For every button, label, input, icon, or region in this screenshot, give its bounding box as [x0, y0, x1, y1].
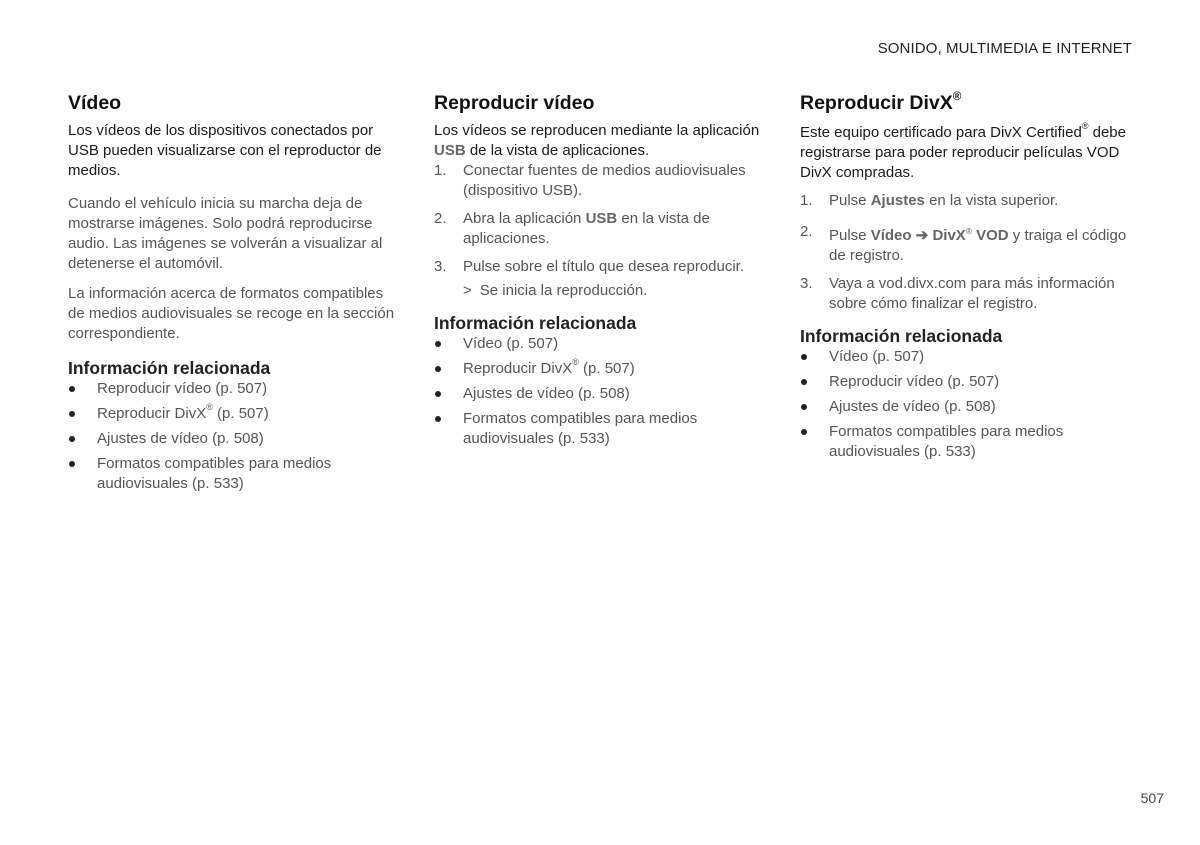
section-title-reproducir-video: Reproducir vídeo	[434, 92, 595, 114]
step-3: 3. Pulse sobre el título que desea reproducir.	[434, 258, 745, 275]
bullet-icon	[69, 411, 75, 417]
bullet-icon	[801, 404, 807, 410]
bullet-icon	[801, 354, 807, 360]
related-list	[68, 379, 403, 494]
bullet-icon	[801, 429, 807, 435]
related-link-formatos[interactable]: Formatos compatibles para medios audiovisuales (p. 533)	[434, 409, 769, 449]
registered-mark: ®	[572, 357, 579, 367]
bullet-icon	[69, 386, 75, 392]
registered-mark: ®	[965, 227, 972, 236]
column-reproducir-divx	[800, 89, 1135, 467]
related-link-reproducir-video[interactable]: Reproducir vídeo (p. 507)	[800, 372, 1135, 392]
related-link-reproducir-divx[interactable]: Reproducir DivX® (p. 507)	[68, 404, 403, 424]
step-2: 2. Abra la aplicación USB en la vista de aplicaciones.	[434, 210, 710, 247]
section-title-reproducir-divx: Reproducir DivX®	[800, 89, 962, 114]
related-link-reproducir-video[interactable]: Reproducir vídeo (p. 507)	[68, 379, 403, 399]
step-2: 2. Pulse Vídeo ➔ DivX® VOD y traiga el código de registro.	[800, 223, 1127, 264]
intro-text: Los vídeos de los dispositivos conectados por USB pueden visualizarse con el reproductor de medios.	[68, 122, 382, 179]
related-link-reproducir-divx[interactable]: Reproducir DivX® (p. 507)	[434, 359, 769, 379]
step-1: 1. Conectar fuentes de medios audiovisuales (dispositivo USB).	[434, 162, 746, 199]
bullet-icon	[435, 366, 441, 372]
related-link-ajustes-video[interactable]: Ajustes de vídeo (p. 508)	[434, 384, 769, 404]
section-title-video: Vídeo	[68, 92, 122, 114]
paragraph-driving: Cuando el vehículo inicia su marcha deja de mostrarse imágenes. Solo podrá reproducirse audio. Las imágenes se volverán a visualizar al detenerse el automóvil.	[68, 195, 383, 272]
related-link-video[interactable]: Vídeo (p. 507)	[800, 347, 1135, 367]
related-link-ajustes-video[interactable]: Ajustes de vídeo (p. 508)	[800, 397, 1135, 417]
related-list	[800, 347, 1135, 462]
registered-mark: ®	[206, 402, 213, 412]
bullet-icon	[801, 379, 807, 385]
related-info-heading: Información relacionada	[68, 358, 271, 378]
step-result: > Se inicia la reproducción.	[463, 282, 648, 299]
related-link-formatos[interactable]: Formatos compatibles para medios audiovisuales (p. 533)	[800, 422, 1135, 462]
bullet-icon	[69, 461, 75, 467]
section-header: SONIDO, MULTIMEDIA E INTERNET	[877, 40, 1132, 57]
page-number: 507	[1140, 790, 1164, 806]
step-1: 1. Pulse Ajustes en la vista superior.	[800, 192, 1059, 209]
intro-text: Este equipo certificado para DivX Certified® debe registrarse para poder reproducir películas VOD DivX compradas.	[800, 121, 1126, 181]
bullet-icon	[69, 436, 75, 442]
paragraph-formats: La información acerca de formatos compatibles de medios audiovisuales se recoge en la sección correspondiente.	[68, 285, 395, 342]
related-info-heading: Información relacionada	[434, 313, 637, 333]
arrow-right-icon: ➔	[915, 227, 929, 244]
bullet-icon	[435, 391, 441, 397]
related-info-heading: Información relacionada	[800, 326, 1003, 346]
related-link-video[interactable]: Vídeo (p. 507)	[434, 334, 769, 354]
registered-mark: ®	[952, 89, 962, 103]
intro-text: Los vídeos se reproducen mediante la aplicación USB de la vista de aplicaciones.	[434, 122, 760, 159]
related-link-ajustes-video[interactable]: Ajustes de vídeo (p. 508)	[68, 429, 403, 449]
related-list	[434, 334, 769, 449]
column-video	[68, 92, 403, 499]
registered-mark: ®	[1081, 121, 1089, 131]
related-link-formatos[interactable]: Formatos compatibles para medios audiovisuales (p. 533)	[68, 454, 403, 494]
bullet-icon	[435, 341, 441, 347]
step-3: 3. Vaya a vod.divx.com para más información sobre cómo finalizar el registro.	[800, 275, 1115, 312]
column-reproducir-video	[434, 92, 769, 454]
bullet-icon	[435, 416, 441, 422]
